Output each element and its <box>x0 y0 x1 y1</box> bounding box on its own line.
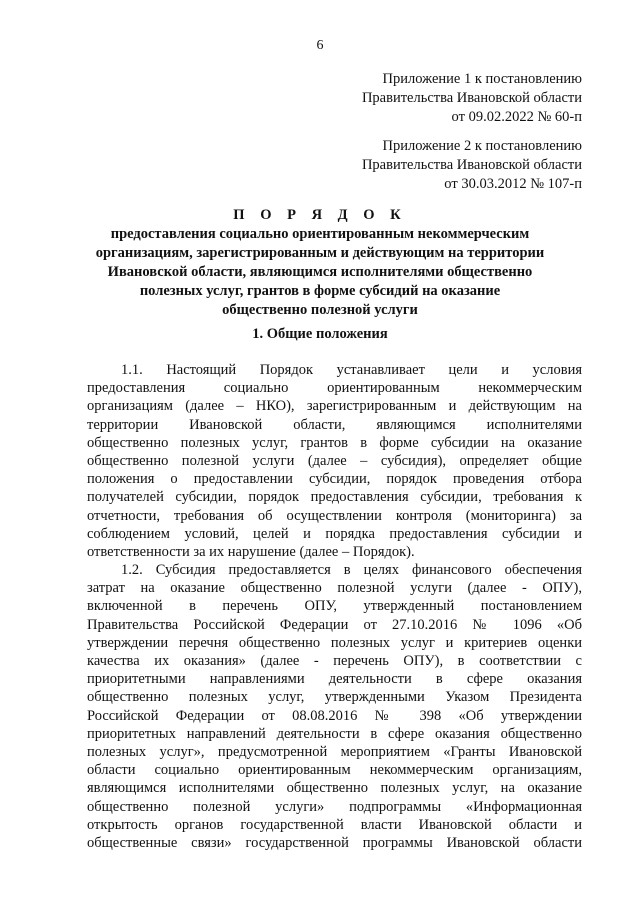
paragraph-line: приоритетных направлений деятельности в сфере оказания общественно <box>87 725 582 742</box>
paragraph-line: общественно полезных услуг, утвержденными Указом Президента <box>87 689 582 706</box>
appendix-1-line-1: Приложение 1 к постановлению <box>382 71 582 87</box>
paragraph-line: 1.2. Субсидия предоставляется в целях финансового обеспечения <box>121 562 582 579</box>
paragraph-line: общественно полезных услуг, грантов в форме субсидии на оказание <box>87 434 582 451</box>
title-line: Ивановской области, являющимся исполнителями общественно <box>107 264 533 280</box>
appendix-2-line-1: Приложение 2 к постановлению <box>382 138 582 154</box>
paragraph-line: области социально ориентированным некоммерческим организациям, <box>87 762 582 779</box>
paragraph-1-2 <box>87 561 582 852</box>
appendix-1-line-2: Правительства Ивановской области <box>361 90 582 106</box>
paragraph-line: качества их оказания» (далее - перечень ОПУ), в соответствии с <box>87 653 582 669</box>
paragraph-line: являющимся исполнителями общественно полезных услуг, на оказание <box>87 780 582 797</box>
paragraph-line: положения о предоставлении субсидии, порядок проведения отбора <box>87 471 582 488</box>
paragraph-line: Российской Федерации от 08.08.2016 № 398 «Об утверждении <box>87 707 582 724</box>
paragraph-line: общественные связи» государственной программы Ивановской области <box>87 834 582 851</box>
paragraph-line: затрат на оказание общественно полезной услуги (далее - ОПУ), <box>87 580 582 597</box>
title-heading: П О Р Я Д О К <box>233 207 407 223</box>
paragraph-line: получателей субсидии, порядок предоставления субсидии, требования к <box>87 489 582 506</box>
appendix-2-line-3: от 30.03.2012 № 107-п <box>444 176 582 192</box>
paragraph-line: Правительства Российской Федерации от 27.10.2016 № 1096 «Об <box>87 616 582 633</box>
paragraph-line: полезных услуг», предусмотренной мероприятием «Гранты Ивановской <box>87 743 582 760</box>
document-title <box>80 206 560 320</box>
title-line: полезных услуг, грантов в форме субсидий на оказание <box>139 283 501 299</box>
paragraph-line: утверждении перечня общественно полезных услуг и критериев оценки <box>87 634 582 651</box>
paragraph-line: территории Ивановской области, являющимся исполнителями <box>87 416 582 433</box>
paragraph-line: ответственности за их нарушение (далее – Порядок). <box>87 543 415 560</box>
page-number: 6 <box>316 38 324 53</box>
paragraph-line: общественно полезной услуги (далее – субсидия), определяет общие <box>87 452 582 469</box>
paragraph-1-1 <box>87 361 582 561</box>
body-text <box>87 361 582 852</box>
paragraph-line: включенной в перечень ОПУ, утвержденный постановлением <box>87 598 582 615</box>
appendix-1-header <box>282 70 582 127</box>
appendix-1-line-3: от 09.02.2022 № 60-п <box>451 109 582 125</box>
paragraph-line: открытость органов государственной власти Ивановской области и <box>87 816 582 833</box>
title-line: общественно полезной услуги <box>222 302 418 318</box>
appendix-2-line-2: Правительства Ивановской области <box>361 157 582 173</box>
paragraph-line: 1.1. Настоящий Порядок устанавливает цели и условия <box>121 362 582 378</box>
paragraph-line: приоритетными направлениями деятельности в сфере оказания <box>87 671 582 688</box>
paragraph-line: организациям (далее – НКО), зарегистрированным и действующим на <box>87 398 582 415</box>
section-heading: 1. Общие положения <box>252 326 388 342</box>
appendix-2-header <box>282 137 582 194</box>
title-line: предоставления социально ориентированным некоммерческим <box>110 226 530 242</box>
title-line: организациям, зарегистрированным и действующим на территории <box>95 245 545 261</box>
paragraph-line: отчетности, требования об осуществлении контроля (мониторинга) за <box>87 507 582 524</box>
paragraph-line: предоставления социально ориентированным некоммерческим <box>87 380 582 397</box>
paragraph-line: общественно полезной услуги» подпрограммы «Информационная <box>87 798 582 815</box>
paragraph-line: соблюдением условий, целей и порядка предоставления субсидии и <box>87 525 582 542</box>
